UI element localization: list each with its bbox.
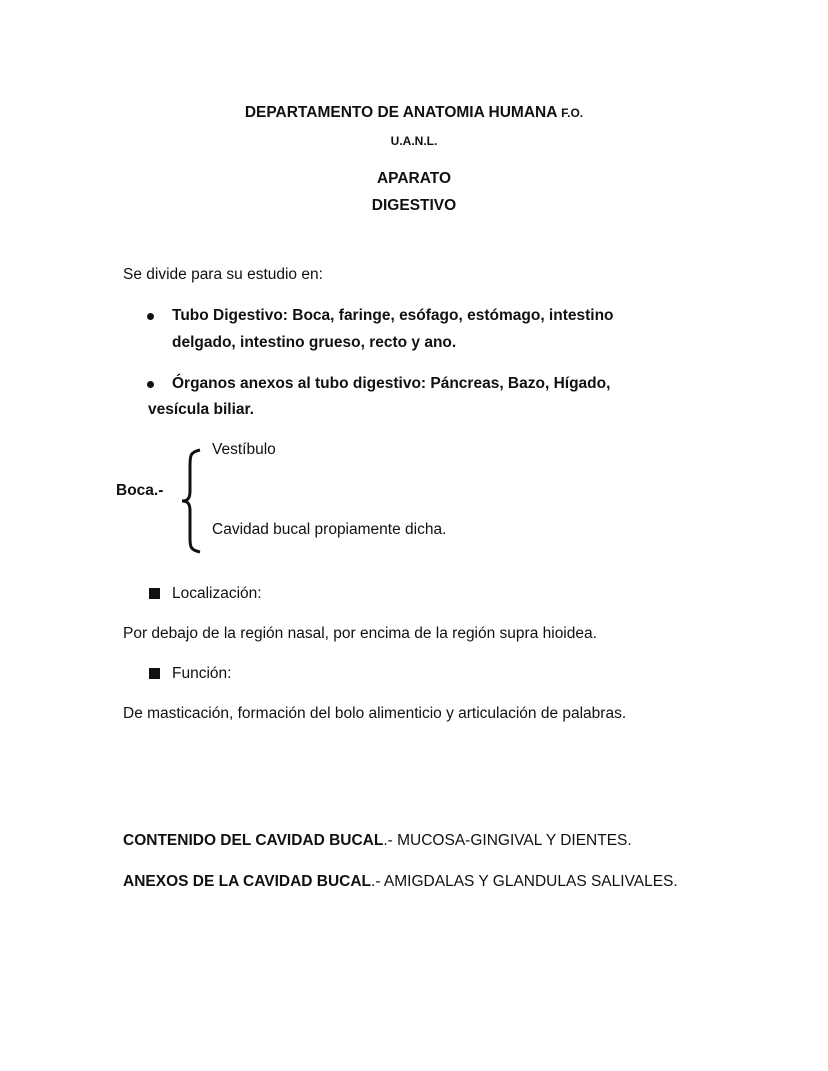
bullet-1-line-2: delgado, intestino grueso, recto y ano. bbox=[172, 334, 457, 351]
title-line-2: DIGESTIVO bbox=[371, 197, 457, 214]
brace-icon bbox=[178, 446, 204, 556]
title-line-1: APARATO bbox=[376, 170, 452, 187]
funcion-heading: Función: bbox=[172, 665, 232, 682]
department-heading bbox=[0, 103, 828, 123]
bullet-1-line-1: Tubo Digestivo: Boca, faringe, esófago, estómago, intestino bbox=[172, 307, 614, 324]
university-name: U.A.N.L. bbox=[390, 134, 438, 148]
anexos-text: .- AMIGDALAS Y GLANDULAS SALIVALES. bbox=[371, 873, 678, 890]
contenido-text: .- MUCOSA-GINGIVAL Y DIENTES. bbox=[383, 832, 632, 849]
square-bullet-icon bbox=[149, 588, 160, 599]
intro-text: Se divide para su estudio en: bbox=[123, 266, 323, 283]
bullet-2-line-1: Órganos anexos al tubo digestivo: Páncreas, Bazo, Hígado, bbox=[172, 375, 611, 392]
square-bullet-icon bbox=[149, 668, 160, 679]
bullet-icon bbox=[147, 313, 154, 320]
contenido-label: CONTENIDO DEL CAVIDAD BUCAL bbox=[123, 832, 384, 849]
boca-label: Boca.- bbox=[116, 482, 164, 499]
boca-part-vestibulo: Vestíbulo bbox=[212, 441, 276, 458]
anexos-label: ANEXOS DE LA CAVIDAD BUCAL bbox=[123, 873, 372, 890]
anexos-line bbox=[123, 872, 678, 892]
funcion-text: De masticación, formación del bolo alimenticio y articulación de palabras. bbox=[123, 705, 627, 722]
department-suffix: F.O. bbox=[561, 106, 584, 120]
bullet-icon bbox=[147, 381, 154, 388]
localizacion-text: Por debajo de la región nasal, por encima de la región supra hioidea. bbox=[123, 625, 597, 642]
bullet-2-line-2: vesícula biliar. bbox=[148, 401, 254, 418]
boca-part-cavidad: Cavidad bucal propiamente dicha. bbox=[212, 521, 447, 538]
localizacion-heading: Localización: bbox=[172, 585, 262, 602]
department-name: DEPARTAMENTO DE ANATOMIA HUMANA bbox=[244, 104, 557, 121]
contenido-line bbox=[123, 831, 632, 851]
